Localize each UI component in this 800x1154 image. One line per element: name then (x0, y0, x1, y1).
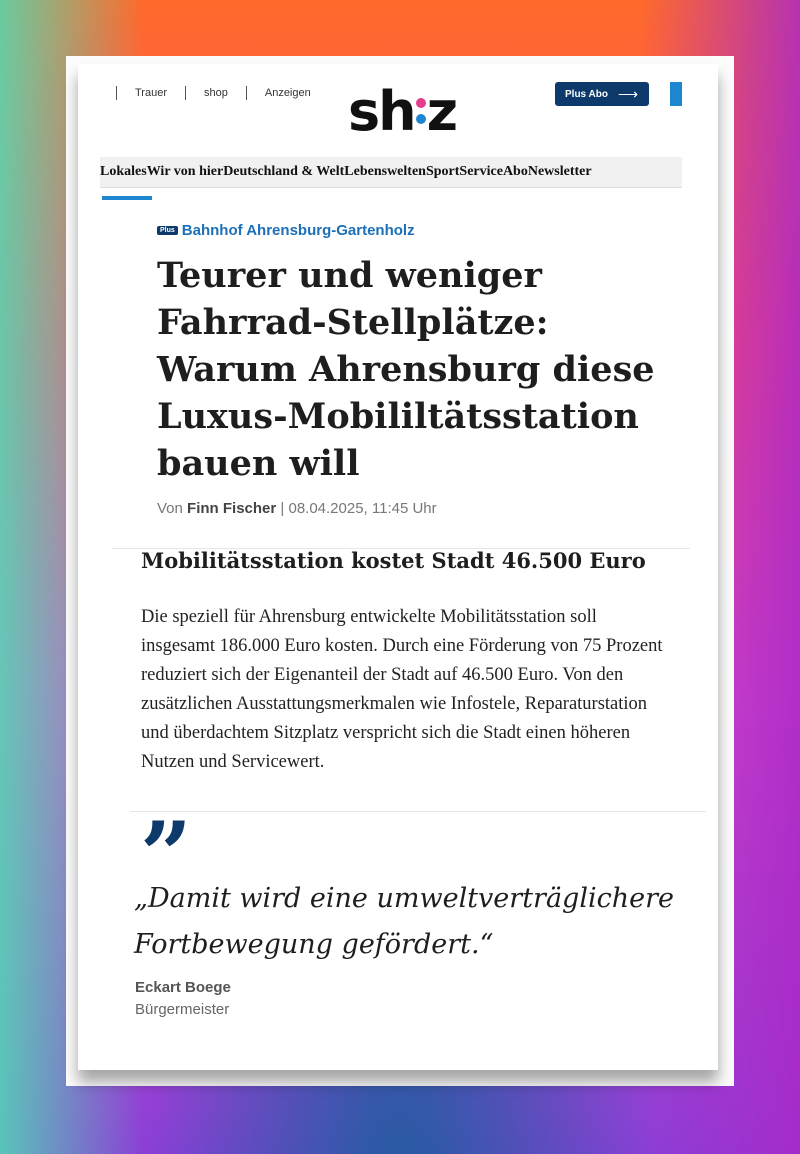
active-nav-indicator (102, 196, 152, 200)
logo-dots (416, 95, 426, 127)
logo-text-right: z (426, 79, 457, 143)
article-headline: Teurer und weniger Fahrrad-Stellplätze: Warum Ahrensburg diese Luxus-Mobililtätsstation bauen will (157, 255, 655, 484)
plus-abo-label: Plus Abo (565, 88, 608, 100)
nav-separator (185, 86, 186, 100)
nav-separator (246, 86, 247, 100)
byline-prefix: Von (157, 500, 183, 517)
top-navigation (116, 86, 329, 100)
login-button[interactable] (670, 82, 682, 106)
mainnav-item-wir-von-hier[interactable]: Wir von hier (146, 164, 224, 179)
mainnav-item-lokales[interactable]: Lokales (100, 164, 147, 179)
article-kicker[interactable] (157, 222, 415, 239)
mainnav-item-abo[interactable]: Abo (502, 164, 528, 179)
nav-link-trauer[interactable]: Trauer (135, 87, 167, 99)
logo-dot-blue (416, 114, 426, 124)
shz-logo[interactable] (348, 79, 472, 143)
main-navigation (100, 157, 682, 188)
quote-author: Eckart Boege (135, 979, 231, 996)
logo-text-left: sh (348, 79, 415, 143)
mainnav-item-deutschland-welt[interactable]: Deutschland & Welt (223, 164, 345, 179)
nav-separator (116, 86, 117, 100)
arrow-right-icon: ⟶ (617, 85, 639, 102)
author-name[interactable]: Finn Fischer (187, 500, 277, 517)
byline (157, 500, 437, 517)
nav-link-shop[interactable]: shop (204, 87, 228, 99)
article-paragraph: Die speziell für Ahrensburg entwickelte Mobilitätsstation soll insgesamt 186.000 Euro kosten. Durch eine Förderung von 75 Prozent reduziert sich der Eigenanteil der Stadt auf 46.500 Euro. Von den zusätzlichen Ausstattungsmerkmalen wie Infostele, Reparaturstation und überdachtem Sitzplatz verspricht sich die Stadt einen höheren Nutzen und Servicewert. (141, 607, 663, 772)
quote-mark-icon: ” (140, 802, 192, 908)
mainnav-item-service[interactable]: Service (459, 164, 503, 179)
publish-date: | 08.04.2025, 11:45 Uhr (280, 500, 437, 517)
kicker-text: Bahnhof Ahrensburg-Gartenholz (181, 222, 415, 239)
mainnav-item-newsletter[interactable]: Newsletter (527, 164, 592, 179)
mainnav-item-lebenswelten[interactable]: Lebenswelten (344, 164, 426, 179)
plus-badge: Plus (157, 226, 178, 235)
nav-link-anzeigen[interactable]: Anzeigen (264, 87, 311, 99)
pull-quote: „Damit wird eine umweltverträglichere Fortbewegung gefördert.“ (134, 883, 674, 960)
plus-abo-button[interactable] (555, 82, 649, 106)
logo-dot-pink (416, 98, 426, 108)
section-heading: Mobilitätsstation kostet Stadt 46.500 Euro (141, 548, 646, 573)
divider (130, 811, 706, 812)
quote-author-role: Bürgermeister (135, 1001, 230, 1018)
mainnav-item-sport[interactable]: Sport (425, 164, 460, 179)
